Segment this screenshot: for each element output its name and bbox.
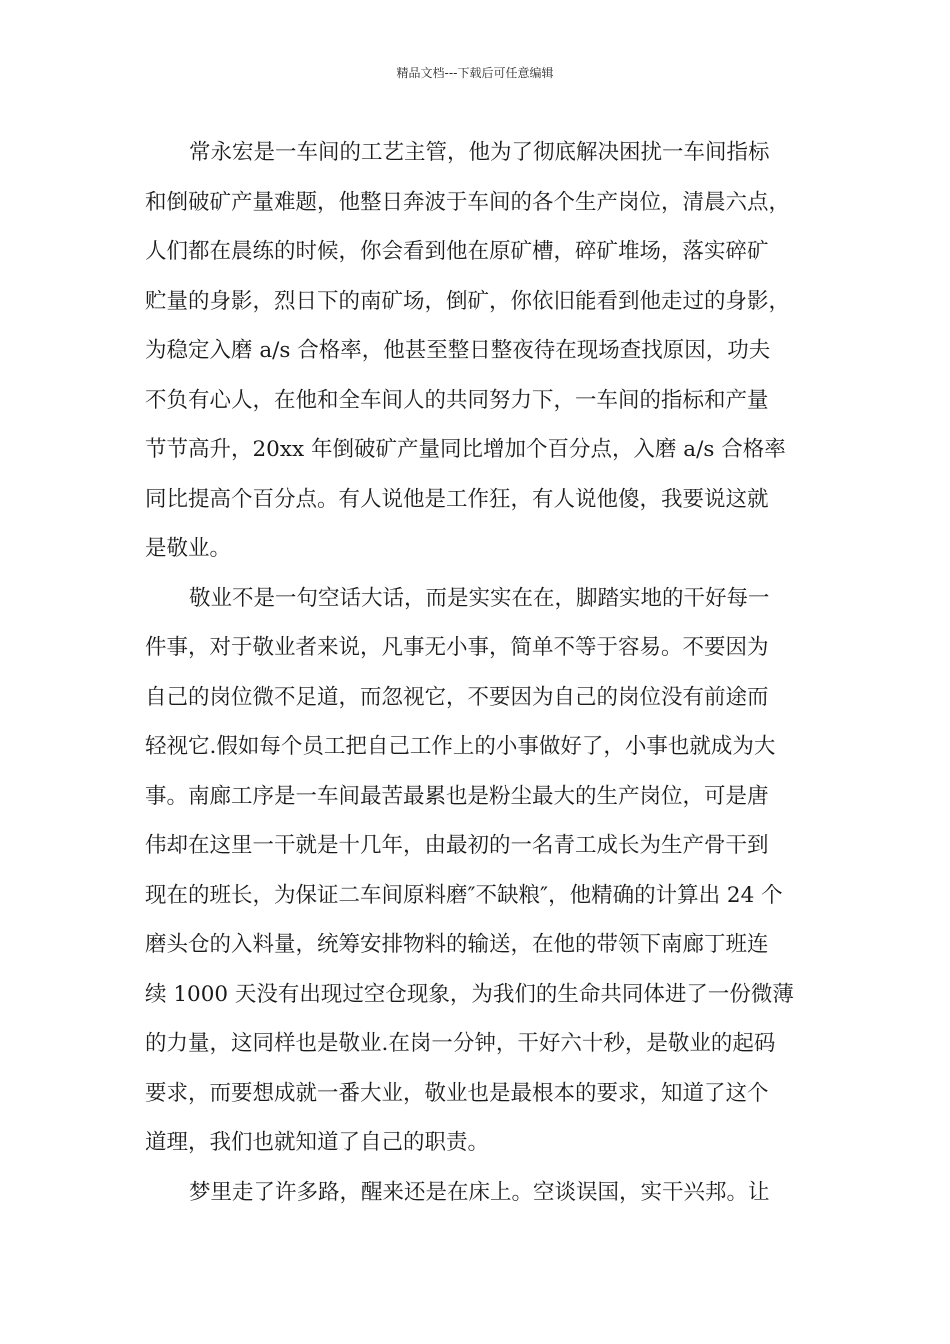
text-line: 轻视它.假如每个员工把自己工作上的小事做好了，小事也就成为大 xyxy=(145,734,776,759)
text-line: 人们都在晨练的时候，你会看到他在原矿槽，碎矿堆场，落实碎矿 xyxy=(145,239,769,264)
text-line: 贮量的身影，烈日下的南矿场，倒矿，你依旧能看到他走过的身影， xyxy=(145,288,791,314)
text-line: 节节高升，20xx 年倒破矿产量同比增加个百分点，入磨 a/s 合格率 xyxy=(145,437,786,462)
paragraph-3 xyxy=(145,1168,810,1218)
text-line: 为稳定入磨 a/s 合格率，他甚至整日整夜待在现场查找原因，功夫 xyxy=(145,338,771,363)
text-line: 和倒破矿产量难题，他整日奔波于车间的各个生产岗位，清晨六点， xyxy=(145,189,791,215)
text-line: 不负有心人，在他和全车间人的共同努力下，一车间的指标和产量 xyxy=(145,387,769,413)
text-line: 续 1000 天没有出现过空仓现象，为我们的生命共同体进了一份微薄 xyxy=(145,981,794,1007)
text-line: 要求，而要想成就一番大业，敬业也是最根本的要求，知道了这个 xyxy=(145,1080,769,1106)
document-body xyxy=(145,128,810,1217)
text-line: 事。南廊工序是一车间最苦最累也是粉尘最大的生产岗位，可是唐 xyxy=(145,783,769,809)
text-line: 磨头仓的入料量，统筹安排物料的输送，在他的带领下南廊丁班连 xyxy=(145,932,769,957)
text-line: 梦里走了许多路，醒来还是在床上。空谈误国，实干兴邦。让 xyxy=(189,1179,770,1205)
text-line: 道理，我们也就知道了自己的职责。 xyxy=(145,1130,490,1155)
page-header: 精品文档---下载后可任意编辑 xyxy=(396,66,554,80)
text-line: 伟却在这里一干就是十几年，由最初的一名青工成长为生产骨干到 xyxy=(145,833,769,858)
text-line: 件事，对于敬业者来说，凡事无小事，简单不等于容易。不要因为 xyxy=(145,635,769,660)
paragraph-2 xyxy=(145,574,810,1168)
text-line: 同比提高个百分点。有人说他是工作狂，有人说他傻，我要说这就 xyxy=(145,486,769,512)
paragraph-1 xyxy=(145,128,810,574)
text-line: 是敬业。 xyxy=(145,536,232,561)
text-line: 常永宏是一车间的工艺主管，他为了彻底解决困扰一车间指标 xyxy=(189,140,770,165)
text-line: 自己的岗位微不足道，而忽视它，不要因为自己的岗位没有前途而 xyxy=(145,684,769,710)
text-line: 敬业不是一句空话大话，而是实实在在，脚踏实地的干好每一 xyxy=(189,585,770,611)
text-line: 的力量，这同样也是敬业.在岗一分钟，干好六十秒，是敬业的起码 xyxy=(145,1031,776,1056)
text-line: 现在的班长，为保证二车间原料磨″不缺粮″，他精确的计算出 24 个 xyxy=(145,882,783,908)
